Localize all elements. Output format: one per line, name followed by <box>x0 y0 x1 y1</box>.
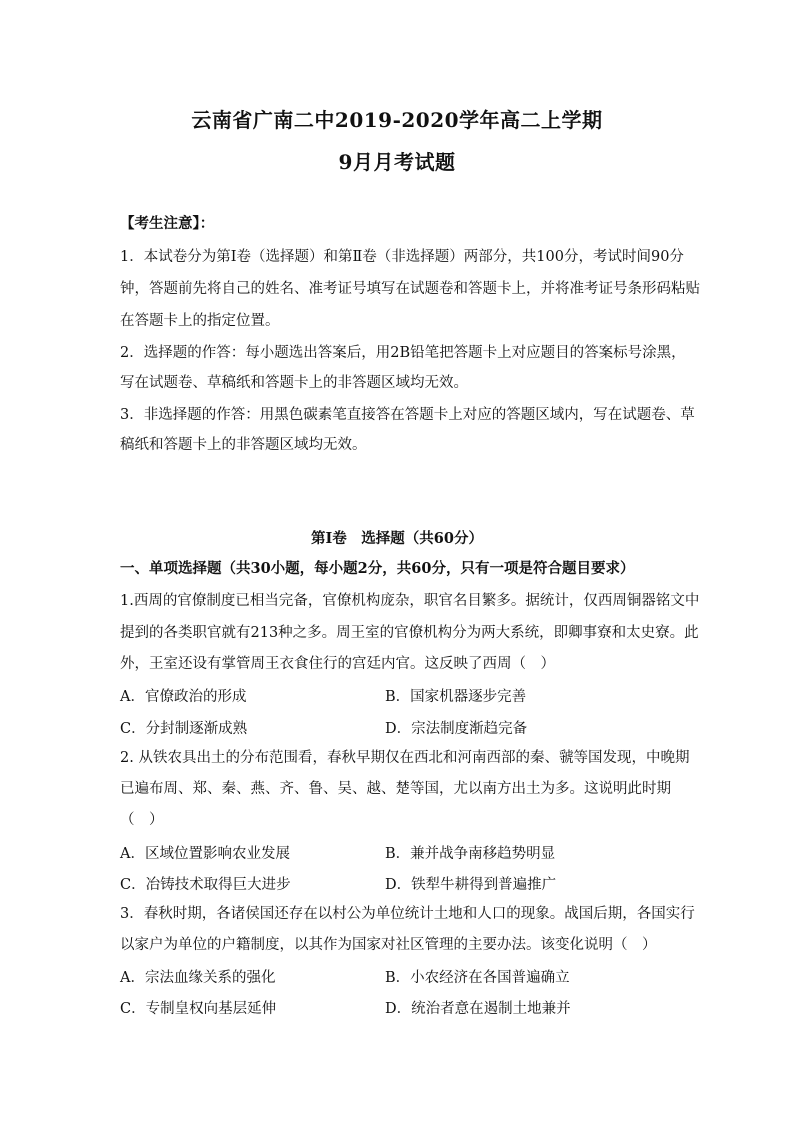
question-2-option-b: B．兼并战争南移趋势明显 <box>385 846 556 862</box>
question-3-text: 以家户为单位的户籍制度，以其作为国家对社区管理的主要办法。该变化说明（ ） <box>120 937 657 953</box>
question-1-text: 提到的各类职官就有213种之多。周王室的官僚机构分为两大系统，即卿事寮和太史寮。此 <box>120 625 699 641</box>
notice-line: 在答题卡上的指定位置。 <box>120 313 280 329</box>
question-2-option-d: D．铁犁牛耕得到普遍推广 <box>385 877 557 893</box>
notice-line: 钟，答题前先将自己的姓名、准考证号填写在试题卷和答题卡上，并将准考证号条形码粘贴 <box>120 281 700 297</box>
notice-heading: 【考生注意】： <box>120 215 215 232</box>
notice-line: 2．选择题的作答：每小题选出答案后，用2B铅笔把答题卡上对应题目的答案标号涂黑， <box>120 345 686 361</box>
question-1-option-a: A．官僚政治的形成 <box>120 689 247 705</box>
question-1-text: 外，王室还设有掌管周王衣食住行的宫廷内官。这反映了西周（ ） <box>120 656 555 672</box>
notice-line: 写在试题卷、草稿纸和答题卡上的非答题区域均无效。 <box>120 375 468 391</box>
question-1-option-d: D．宗法制度渐趋完备 <box>385 721 528 737</box>
question-3-option-b: B．小农经济在各国普遍确立 <box>385 970 570 986</box>
question-2-option-c: C．冶铸技术取得巨大进步 <box>120 877 291 893</box>
question-3-option-a: A．宗法血缘关系的强化 <box>120 970 276 986</box>
notice-line: 1．本试卷分为第Ⅰ卷（选择题）和第Ⅱ卷（非选择题）两部分，共100分，考试时间90分 <box>120 249 684 265</box>
question-3-text: 3．春秋时期，各诸侯国还存在以村公为单位统计土地和人口的现象。战国后期，各国实行 <box>120 906 695 922</box>
question-3-option-c: C．专制皇权向基层延伸 <box>120 1001 277 1017</box>
question-2-option-a: A．区域位置影响农业发展 <box>120 846 290 862</box>
question-3-option-d: D．统治者意在遏制土地兼并 <box>385 1001 571 1017</box>
notice-line: 稿纸和答题卡上的非答题区域均无效。 <box>120 437 367 453</box>
exam-subtitle: 9月月考试题 <box>338 150 456 174</box>
question-2-text: 2. 从铁农具出土的分布范围看，春秋早期仅在西北和河南西部的秦、虢等国发现，中晚期 <box>120 750 690 766</box>
question-1-option-b: B．国家机器逐步完善 <box>385 689 527 705</box>
question-1-option-c: C．分封制逐渐成熟 <box>120 721 248 737</box>
question-2-text: 已遍布周、郑、秦、燕、齐、鲁、吴、越、楚等国，尤以南方出土为多。这说明此时期 <box>120 781 671 797</box>
question-2-text: （ ） <box>120 812 164 828</box>
exam-title: 云南省广南二中2019-2020学年高二上学期 <box>191 108 603 132</box>
notice-line: 3．非选择题的作答：用黑色碳素笔直接答在答题卡上对应的答题区域内，写在试题卷、草 <box>120 407 695 423</box>
question-1-text: 1.西周的官僚制度已相当完备，官僚机构庞杂，职官名目繁多。据统计，仅西周铜器铭文中 <box>120 593 700 609</box>
section-title: 第Ⅰ卷 选择题（共60分） <box>311 530 483 547</box>
section-instruction: 一、单项选择题（共30小题，每小题2分，共60分，只有一项是符合题目要求） <box>120 560 635 577</box>
